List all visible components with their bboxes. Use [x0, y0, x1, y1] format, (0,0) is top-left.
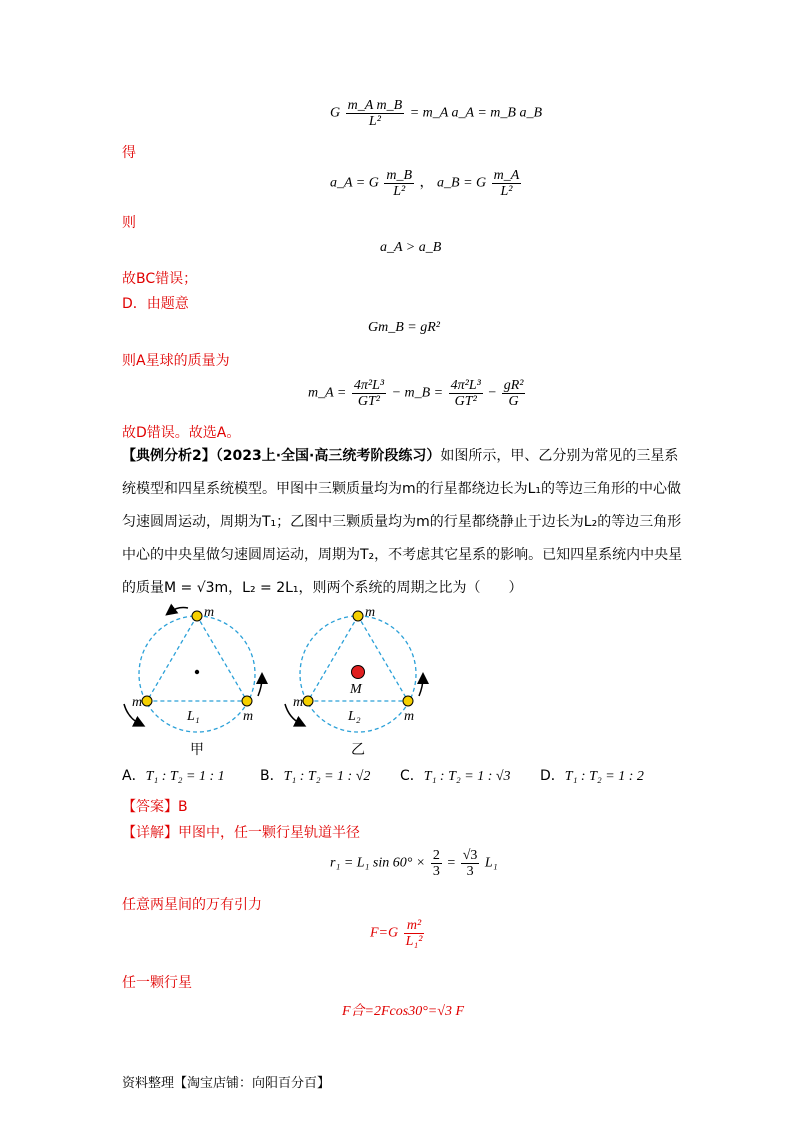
example-text: 如图所示，甲、乙分别为常见的三星系统模型和四星系统模型。甲图中三颗质量均为m的行星都绕边长为L₁的等边三角形的中心做匀速圆周运动，周期为T₁；乙图中三颗质量均为m的行星都绕静止于边长为L₂的等边三角形中心的中央星做匀速圆周运动，周期为T₂，不考虑其它星系的影响。已知四星系统内中央星的质量M = √3m，L₂ = 2L₁，则两个系统的周期之比为（ ） [122, 448, 683, 596]
fraction: $\frac{2}{3}$ [432, 848, 440, 879]
center-star [352, 666, 365, 679]
fraction: $\frac{\text{m²}}{\text{L₁²}}$ [405, 918, 423, 949]
option-a[interactable]: A．T₁ : T₂ = 1 : 1 [122, 768, 225, 784]
detail-intro: 【详解】甲图中，任一颗行星轨道半径 [122, 825, 360, 841]
planet-left [142, 696, 152, 706]
label-m: m [132, 695, 143, 710]
option-c[interactable]: C．T₁ : T₂ = 1 : √3 [400, 768, 511, 784]
text-conclusion: 故D错误。故选A。 [122, 425, 241, 441]
fraction: $\frac{\text{m\_A m\_B}}{\text{L²}}$ [347, 98, 403, 129]
caption-right: 乙 [351, 742, 365, 758]
label-m: m [204, 605, 215, 620]
label-m: m [243, 709, 254, 724]
motion-arrow [419, 678, 423, 696]
equation-mass-a: m_A = $\frac{\text{4π²L³}}{\text{GT²}}$ − m_B = $\frac{\text{4π²L³}}{\text{GT²}}$ − $\frac{\text{gR²}}{G}$ [308, 378, 524, 409]
footer: 资料整理【淘宝店铺：向阳百分百】 [122, 1076, 331, 1091]
label-m: m [293, 695, 304, 710]
motion-arrow [258, 678, 262, 696]
star-system-figure [110, 600, 450, 760]
equation-surface-gravity: Gm_B = gR² [368, 320, 440, 335]
gravity-line: 任意两星间的万有引力 [122, 897, 262, 913]
label-big-m: M [350, 682, 362, 697]
planet-left [303, 696, 313, 706]
fraction: $\frac{√3}{3}$ [462, 848, 478, 879]
label-l1: L₁ [187, 709, 200, 724]
three-star-system [124, 605, 262, 758]
planet-right [403, 696, 413, 706]
example-paragraph [122, 440, 692, 605]
example-tag: 【典例分析2】 [122, 448, 216, 464]
equation-force-balance: G $\frac{\text{m\_A m\_B}}{\text{L²}}$ = m_A a_A = m_B a_B [330, 98, 543, 129]
text-de: 得 [122, 145, 136, 161]
text-mass-line: 则A星球的质量为 [122, 353, 230, 369]
planet-top [192, 611, 202, 621]
caption-left: 甲 [190, 742, 204, 758]
equation-accelerations: a_A = G $\frac{m\_B}{\text{L²}}$ ， a_B = G $\frac{m\_A}{\text{L²}}$ [330, 168, 520, 199]
answer: 【答案】B [122, 799, 188, 815]
fraction: $\frac{m\_A}{\text{L²}}$ [493, 168, 520, 199]
four-star-system [285, 605, 423, 758]
label-l2: L₂ [348, 709, 361, 724]
equation-orbit-radius: r₁ = L₁ sin 60° × $\frac{2}{3}$ = $\frac{√3}{3}$ L₁ [330, 848, 498, 879]
equation-net-force: F合=2Fcos30°=√3 F [342, 1004, 464, 1019]
option-b[interactable]: B．T₁ : T₂ = 1 : √2 [260, 768, 371, 784]
label-m: m [404, 709, 415, 724]
equation-compare: a_A > a_B [380, 240, 442, 255]
fraction: $\frac{\text{4π²L³}}{\text{GT²}}$ [450, 378, 481, 409]
motion-arrow [170, 608, 188, 613]
text-d-label: D．由题意 [122, 296, 189, 312]
triangle [147, 616, 247, 701]
label-m: m [365, 605, 376, 620]
example-source: （2023上·全国·高三统考阶段练习） [215, 448, 441, 464]
option-d[interactable]: D．T₁ : T₂ = 1 : 2 [540, 768, 644, 784]
text-bc-wrong: 故BC错误； [122, 271, 198, 287]
center-dot [195, 670, 199, 674]
fraction: $\frac{\text{gR²}}{G}$ [503, 378, 524, 409]
text-ze: 则 [122, 215, 136, 231]
fraction: $\frac{m\_B}{\text{L²}}$ [386, 168, 413, 199]
fraction: $\frac{\text{4π²L³}}{\text{GT²}}$ [353, 378, 385, 409]
equation-gravity: F=G $\frac{\text{m²}}{\text{L₁²}}$ [370, 918, 423, 949]
any-planet-line: 任一颗行星 [122, 975, 192, 991]
planet-right [242, 696, 252, 706]
planet-top [353, 611, 363, 621]
